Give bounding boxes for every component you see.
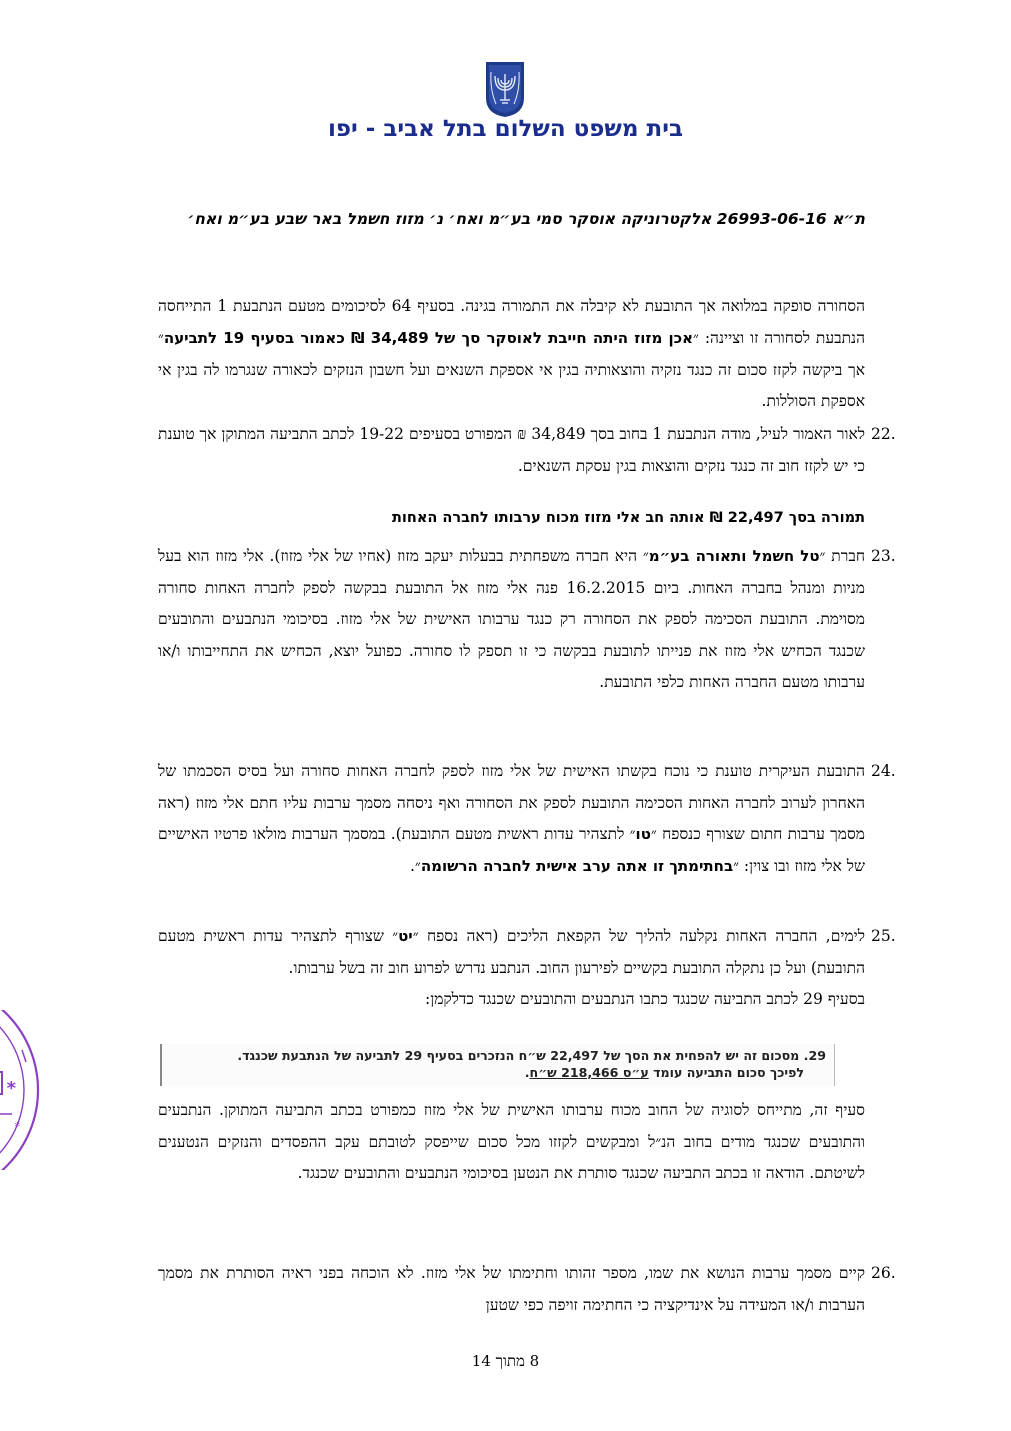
paragraph-text-2: ״ לתצהיר עדות ראשית מטעם התובעת). במסמך הערבות מולאו פרטיו האישיים של אלי מזוז ובו צוין: ״ — [158, 825, 865, 875]
case-title: ת״א 26993-06-16 אלקטרוניקה אוסקר סמי בע״מ ואח׳ נ׳ מזוז חשמל באר שבע בע״מ ואח׳ — [187, 210, 865, 228]
paragraph-number: 26. — [871, 1264, 896, 1282]
paragraph-number: 22. — [871, 425, 896, 443]
paragraph-26 — [158, 1258, 896, 1321]
page-number: 8 מתוך 14 — [471, 1352, 540, 1370]
paragraph-22 — [158, 419, 896, 482]
paragraph-25 — [158, 921, 896, 1016]
intro-text-2: ״ אך ביקשה לקזז סכום זה כנגד נזקיה והוצאותיה בגין אי אספקת השנאים ועל חשבון הנזקים לכאורה שנגרמו לה בגין אי אספקת הסוללות. — [158, 328, 865, 411]
intro-bold-quote: אכן מזוז היתה חייבת לאוסקר סך של 34,489 ₪ כאמור בסעיף 19 לתביעה — [163, 328, 694, 347]
paragraph-text-1: התובעת העיקרית טוענת כי נוכח בקשתו האישית של אלי מזוז לספק לחברה האחות סחורה ועל בסיס הסכמתו של האחרון לערוב לחברה האחות הסכימה התובעת לספק את הסחורה ואף ניסחה מסמך ערבות עליו חתם אלי מזוז (ראה מסמך ערבות חתום שצורף כנספח ״ — [158, 762, 865, 844]
paragraph-text-2: ״ היא חברה משפחתית בבעלות יעקב מזוז (אחיו של אלי מזוז). אלי מזוז הוא בעל מניות ומנהל בחברה האחות. ביום 16.2.2015 פנה אלי מזוז אל התובעת בבקשה לספק לחברה האחות סחורה מסוימת. התובעת הסכימה לספק את הסחורה רק כנגד ערבותו האישית של אלי מזוז. בסיכומי הנתבעים והתובעים שכנגד הכחיש אלי מזוז את פנייתו לתובעת בבקשה כי זו תספק לו סחורה. כפועל יוצא, הכחיש את התחייבותו ו/או ערבותו מטעם החברה האחות כלפי התובעת. — [158, 547, 865, 692]
paragraph-24 — [158, 756, 896, 882]
quote-line-2-text: לפיכך סכום התביעה עומד — [648, 1065, 804, 1080]
quote-amount: ע״ס 218,466 ש״ח — [529, 1065, 649, 1080]
intro-paragraph — [158, 291, 865, 418]
appendix-label: טו — [635, 825, 651, 844]
appendix-label: יט — [398, 927, 413, 945]
paragraph-number: 23. — [871, 547, 896, 565]
paragraph-text-2: ״ שצורף לתצהיר עדות ראשית מטעם התובעת) ועל כן נתקלה התובעת בקשיים לפירעון החוב. הנתבע נדרש לפרוע חוב זה בשל ערבותו. — [158, 927, 865, 977]
quoted-clause-image — [160, 1044, 835, 1086]
court-name: בית משפט השלום בתל אביב - יפו — [327, 116, 684, 142]
paragraph-number: 25. — [871, 927, 896, 945]
paragraph-text-1: חברת ״ — [819, 547, 865, 565]
paragraph-text-1: לימים, החברה האחות נקלעה להליך של הקפאת הליכים (ראה נספח ״ — [412, 927, 865, 945]
court-stamp-icon — [0, 1010, 45, 1170]
paragraph-text-3: ״. — [410, 856, 421, 875]
svg-text:*: * — [14, 1120, 20, 1133]
paragraph-text-3: בסעיף 29 לכתב התביעה שכנגד כתבו הנתבעים והתובעים שכנגד כדלקמן: — [425, 990, 865, 1009]
quote-line-2-end: . — [524, 1065, 530, 1080]
svg-text:*: * — [6, 1078, 16, 1099]
paragraph-text: לאור האמור לעיל, מודה הנתבעת 1 בחוב בסך 34,849 ₪ המפורט בסעיפים 19-22 לכתב התביעה המתוקן אך טוענת כי יש לקזז חוב זה כנגד נזקים והוצאות בגין עסקת השנאים. — [158, 425, 866, 475]
paragraph-number: 24. — [871, 762, 896, 780]
intro-text-1: הסחורה סופקה במלואה אך התובעת לא קיבלה את התמורה בגינה. בסעיף 64 לסיכומים מטעם הנתבעת 1 התייחסה הנתבעת לסחורה זו וציינה: ״ — [158, 297, 866, 347]
section-heading: תמורה בסך 22,497 ₪ אותה חב אלי מזוז מכוח ערבותו לחברה האחות — [391, 510, 865, 526]
guarantee-quote: בחתימתך זו אתה ערב אישית לחברה הרשומה — [420, 856, 734, 875]
quote-line-1: 29. מסכום זה יש להפחית את הסך של 22,497 ש״ח הנזכרים בסעיף 29 לתביעה של הנתבעת שכנגד. — [237, 1048, 826, 1063]
paragraph-text: קיים מסמך ערבות הנושא את שמו, מספר זהותו וחתימתו של אלי מזוז. לא הוכחה בפני ראיה הסותרת את מסמך הערבות ו/או המעידה על אינדיקציה כי החתימה זויפה כפי שטען — [158, 1264, 865, 1314]
paragraph-25-continuation: סעיף זה, מתייחס לסוגיה של החוב מכוח ערבותו האישית של אלי מזוז כמפורט בכתב התביעה המתוקן. הנתבעים והתובעים שכנגד מודים בחוב הנ״ל ומבקשים לקזזו מכל סכום שייפסק לטובתם עקב ההפסדים והנזקים הנטענים לשיטתם. הודאה זו בכתב התביעה שכנגד סותרת את הנטען בסיכומי הנתבעים והתובעים שכנגד. — [158, 1101, 865, 1183]
paragraph-23 — [158, 541, 896, 699]
company-name: טל חשמל ותאורה בע״מ — [648, 547, 820, 565]
state-emblem-icon — [484, 60, 526, 118]
quote-line-2 — [170, 1064, 826, 1081]
